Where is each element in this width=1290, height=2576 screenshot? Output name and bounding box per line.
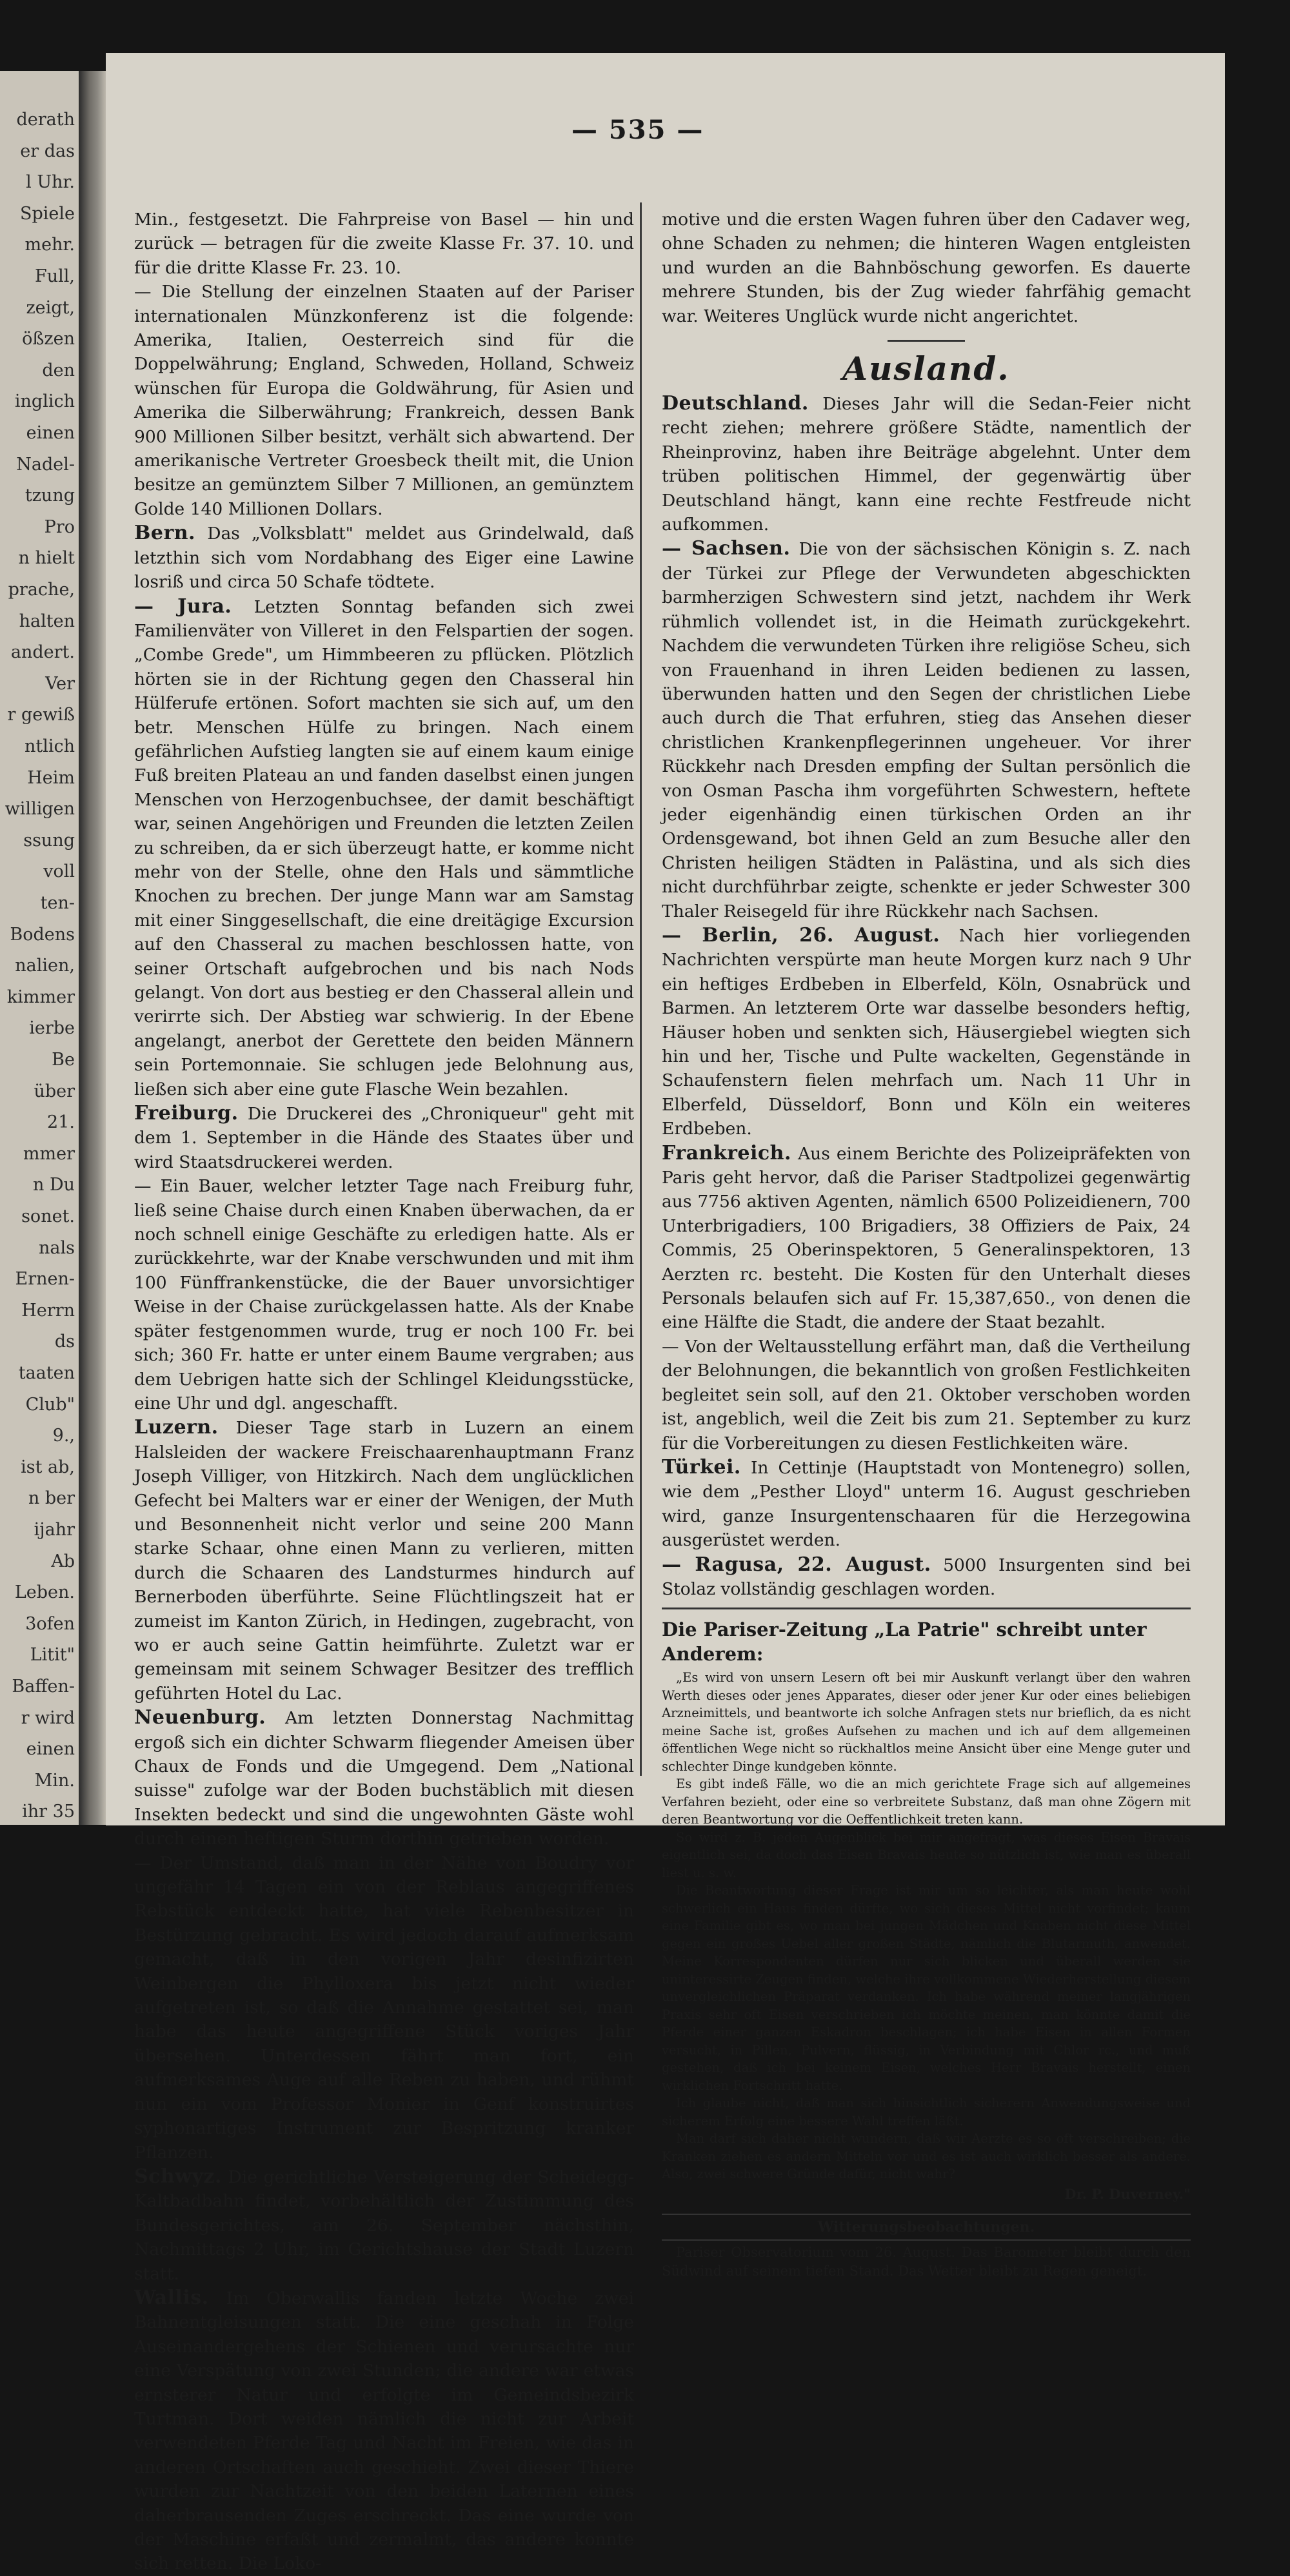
previous-page-fragment: ößzen xyxy=(22,329,75,349)
previous-page-fragment: 3ofen xyxy=(25,1613,75,1634)
article-text: Die von der sächsischen Königin s. Z. nach der Türkei zur Pflege der Verwundeten abgeschickten barmherzigen Schwestern sind jetzt, nachdem ihr Werk rühmlich vollendet ist, in die Heimath zurückgekehrt. Nachdem die verwundeten Türken ihre religiöse Scheu, sich von Frauenhand in ihren Leiden bedienen zu lassen, überwunden hatten und den Segen der christlichen Liebe auch durch die That erfuhren, stieg das Ansehen dieser christlichen Krankenpflegerinnen ungeheuer. Vor ihrer Rückkehr nach Dresden empfing der Sultan persönlich die von Osman Pascha ihm vorgeführten Schwestern, heftete jeder eigenhändig einen türkischen Orden an ihr Ordensgewand, bot ihnen Geld an zum Besuche aller den Christen heiligen Städten in Palästina, und als sich dies nicht durchführbar zeigte, schenkte er jeder Schwester 300 Thaler Reisegeld für ihre Rückkehr nach Sachsen. xyxy=(662,539,1191,921)
article-paragraph xyxy=(134,1851,634,2165)
previous-page-fragment: Bodens xyxy=(10,924,75,945)
previous-page-fragment: Spiele xyxy=(19,203,75,224)
column-right xyxy=(662,208,1191,2281)
article-text: — Der Umstand, daß man in der Nähe von Boudry vor ungefähr 14 Tagen ein von der Reblaus angegriffenes Rebstück entdeckt hatte, hat viele Rebenbesitzer in Bestürzung gebracht. Es wird jedoch darauf aufmerksam gemacht, daß in den vorigen Jahr desinfizirten Weinbergen die Phylloxera bis jetzt nicht wieder aufgetreten ist, so daß die Annahme gestattet sei, man habe das heute angegriffene Stück voriges Jahr übersehen. Unterdessen fährt man fort, ein aufmerksames Auge auf alle Reben zu haben, und rühmt nun ein vom Professor Monier in Genf konstruirtes syphonartiges Instrument zur Bespritzung kranker Pflanzen. xyxy=(134,1853,634,2163)
weather-report: Pariser Observatorium vom 26. August. Das Barometer bleibt durch den Südwind auf seinem tiefen Stand. Das Wetter bleibt zu Regen geneigt. xyxy=(662,2244,1191,2279)
previous-page-fragment: Min. xyxy=(34,1770,75,1791)
previous-page-fragment: kimmer xyxy=(6,987,75,1007)
previous-page-fragment: ds xyxy=(54,1332,75,1352)
article-paragraph xyxy=(662,1455,1191,1553)
previous-page-fragment: tzung xyxy=(25,486,75,506)
previous-page-fragment: mmer xyxy=(23,1143,75,1164)
previous-page-fragment: ihr 35 xyxy=(22,1802,75,1822)
article-text: Aus einem Berichte des Polizeipräfekten von Paris geht hervor, daß die Pariser Stadtpolizei gegenwärtig aus 7756 aktiven Agenten, nämlich 6500 Polizeidienern, 700 Unterbrigadiers, 100 Brigadiers, 38 Offiziers de Paix, 24 Commis, 25 Oberinspektoren, 5 Generalinspektoren, 13 Aerzten rc. besteht. Die Kosten für den Unterhalt dieses Personals belaufen sich auf Fr. 15,387,650., von denen die eine Hälfte die Stadt, die andere der Staat bezahlt. xyxy=(662,1143,1191,1333)
article-text: Nach hier vorliegenden Nachrichten verspürte man heute Morgen kurz nach 9 Uhr ein heftiges Erdbeben in Elberfeld, Köln, Osnabrück und Barmen. An letzterem Orte war dasselbe besonders heftig, Häuser hoben und senkten sich, Häusergiebel wiegten sich hin und her, Tische und Pulte wackelten, Gegenstände in Schaufenstern fielen mehrfach um. Nach 11 Uhr in Elberfeld, Düsseldorf, Bonn und Köln ein weiteres Erdbeben. xyxy=(662,925,1191,1139)
article-paragraph xyxy=(134,1101,634,1174)
previous-page-fragment: ist ab, xyxy=(21,1457,75,1477)
article-paragraph xyxy=(662,391,1191,536)
previous-page-edge xyxy=(0,71,79,1825)
previous-page-fragment: ierbe xyxy=(29,1018,75,1039)
article-paragraph xyxy=(662,536,1191,923)
quote-signature: Dr. P. Duverney." xyxy=(1064,2185,1191,2202)
column-divider xyxy=(640,202,642,1776)
previous-page-fragment: er das xyxy=(20,141,75,161)
previous-page-fragment: nalien, xyxy=(15,956,75,976)
page-number: — 535 — xyxy=(571,115,704,145)
article-dateline: Frankreich. xyxy=(662,1141,791,1165)
previous-page-fragment: n hielt xyxy=(18,548,75,569)
article-text: Im Oberwallis fanden letzte Woche zwei Bahnentgleisungen statt. Die eine geschah in Folge Auseinandergehens der Schienen und verursachte nur eine Verspätung von zwei Stunden; die andere war etwas ernsterer Natur und erfolgte im Gemeindsbezirk Turtman. Dort weiden nämlich die nicht zur Arbeit verwendeten Pferde Tag und Nacht im Freien, wie das in anderen Ortschaften auch geschieht. Zwei dieser Thiere wurden zur Nachtzeit von den beiden Laternen eines daherbrausenden Zuges erschreckt. Das eine wurde von der Maschine erfaßt und zermalmt, das andere konnte sich retten. Die Loko- xyxy=(134,2288,634,2574)
previous-page-fragment: Baffen- xyxy=(12,1676,75,1696)
previous-page-fragment: Leben. xyxy=(14,1582,75,1603)
article-dateline: — Jura. xyxy=(134,595,232,618)
previous-page-fragment: Ver xyxy=(45,673,75,694)
previous-page-fragment: 21. xyxy=(47,1112,75,1133)
article-paragraph xyxy=(134,595,634,1102)
previous-page-fragment: l Uhr. xyxy=(26,172,75,193)
previous-page-fragment: Heim xyxy=(27,767,75,788)
previous-page-fragment: Litit" xyxy=(30,1645,75,1666)
article-dateline: Türkei. xyxy=(662,1455,741,1479)
previous-page-fragment: Ernen- xyxy=(15,1269,75,1290)
article-dateline: Freiburg. xyxy=(134,1102,239,1125)
article-paragraph xyxy=(134,1174,634,1415)
previous-page-fragment: Be xyxy=(52,1050,75,1070)
previous-page-fragment: willigen xyxy=(5,799,75,820)
previous-page-fragment: prache, xyxy=(8,580,75,600)
article-text: Die Druckerei des „Chroniqueur" geht mit dem 1. September in die Hände des Staates über und wird Staatsdruckerei werden. xyxy=(134,1104,634,1172)
article-dateline: Bern. xyxy=(134,522,196,545)
article-dateline: — Berlin, 26. August. xyxy=(662,923,940,947)
previous-page-fragment: n Du xyxy=(32,1175,75,1195)
section-title: Ausland. xyxy=(842,349,1010,388)
previous-page-fragment: derath xyxy=(16,110,75,130)
article-text: — Die Stellung der einzelnen Staaten auf der Pariser internationalen Münzkonferenz ist die folgende: Amerika, Italien, Oesterreich sind für die Doppelwährung; England, Schweden, Holland, Schweiz wünschen für Europa die Goldwährung, für Asien und Amerika die Silberwährung; Frankreich, dessen Bank 900 Millionen Silber besitzt, verhält sich abwartend. Der amerikanische Vertreter Groesbeck theilt mit, die Union besitze an gemünztem Silber 7 Millionen, an gemünztem Golde 140 Millionen Dollars. xyxy=(134,282,634,519)
article-text: Am letzten Donnerstag Nachmittag ergoß sich ein dichter Schwarm fliegender Ameisen über Chaux de Fonds und die Umgegend. Dem „National suisse" zufolge war der Boden buchstäblich mit diesen Insekten bedeckt und sind die ungewohnten Gäste wohl durch einen heftigen Sturm dorthin getrieben worden. xyxy=(134,1708,634,1849)
section-divider xyxy=(888,340,965,342)
article-paragraph xyxy=(134,1415,634,1706)
article-paragraph xyxy=(662,923,1191,1141)
article-dateline: — Ragusa, 22. August. xyxy=(662,1553,931,1576)
article-dateline: Deutschland. xyxy=(662,392,809,415)
article-paragraph xyxy=(662,208,1191,328)
previous-page-fragment: n ber xyxy=(28,1488,75,1509)
article-text: Dieser Tage starb in Luzern an einem Halsleiden der wackere Freischaarenhauptmann Franz Joseph Villiger, von Hitzkirch. Nach dem unglücklichen Gefecht bei Malters war er einer der Wenigen, der Muth und Besonnenheit nicht verlor und seine 200 Mann starke Schaar, ohne einen Mann zu verlieren, mitten durch die Schaaren des Landsturmes hindurch auf Bernerboden überführte. Seine Flüchtlingszeit hat er zumeist im Kanton Zürich, in Hedingen, zugebracht, von wo er auch seine Gattin heimführte. Zuletzt war er gemeinsam mit seinem Schwager Besitzer des trefflich geführten Hotel du Lac. xyxy=(134,1418,634,1704)
previous-page-fragment: r wird xyxy=(21,1707,75,1728)
previous-page-fragment: ten- xyxy=(40,893,75,913)
article-dateline: Luzern. xyxy=(134,1416,219,1439)
previous-page-fragment: Club" xyxy=(25,1394,75,1415)
article-text: — Ein Bauer, welcher letzter Tage nach Freiburg fuhr, ließ seine Chaise durch einen Knaben überwachen, da er noch schnell einige Geschäfte zu erledigen hatte. Als er zurückkehrte, war der Knabe verschwunden und mit ihm 100 Fünffrankenstücke, die der Bauer unvorsichtiger Weise in der Chaise zurückgelassen hatte. Als der Knabe später festgenommen wurde, trug er noch 100 Fr. bei sich; 360 Fr. hatte er unter einem Baume vergraben; aus dem Uebrigen hatte sich der Schlingel Kleidungsstücke, eine Uhr und dgl. angeschafft. xyxy=(134,1176,634,1413)
article-paragraph xyxy=(134,2165,634,2286)
quote-paragraph: Es gibt indeß Fälle, wo die an mich gerichtete Frage sich auf allgemeines Verfahren bezieht, oder eine so verbreitete Substanz, daß man ohne Zögern mit deren Beantwortung vor die Oeffentlichkeit treten kann. xyxy=(662,1776,1191,1827)
quote-paragraph: „Es wird von unsern Lesern oft bei mir Auskunft verlangt über den wahren Werth dieses oder jenes Apparates, dieser oder jener Kur oder eines beliebigen Arzneimittels, und beantworte ich solche Anfragen stets nur brieflich, da es nicht meine Sache ist, großes Aufsehen zu machen und ich auf dem allgemeinen öffentlichen Wege nicht so rückhaltlos meine Ansicht über eine Menge guter und schlechter Dinge kundgeben könnte. xyxy=(662,1670,1191,1774)
article-text: In Cettinje (Hauptstadt von Montenegro) sollen, wie dem „Pesther Lloyd" unterm 16. August geschrieben wird, ganze Insurgentenschaaren für die Herzegowina ausgerüstet werden. xyxy=(662,1457,1191,1551)
previous-page-fragment: taaten xyxy=(18,1363,75,1383)
previous-page-fragment: einen xyxy=(26,1739,75,1760)
article-text: motive und die ersten Wagen fuhren über den Cadaver weg, ohne Schaden zu nehmen; die hinteren Wagen entgleisten und wurden an die Bahnböschung geworfen. Es dauerte mehrere Stunden, bis der Zug wieder fahrfähig gemacht war. Weiteres Unglück wurde nicht angerichtet. xyxy=(662,210,1191,326)
article-text: Das „Volksblatt" meldet aus Grindelwald, daß letzthin sich vom Nordabhang des Eiger eine Lawine losriß und circa 50 Schafe tödtete. xyxy=(134,524,634,593)
previous-page-fragment: halten xyxy=(19,611,75,631)
article-paragraph xyxy=(662,1141,1191,1335)
previous-page-fragment: ssung xyxy=(23,830,75,850)
article-text: Letzten Sonntag befanden sich zwei Familienväter von Villeret in den Felspartien der sogen. „Combe Grede", um Himmbeeren zu pflücken. Plötzlich hörten sie in der Richtung gegen den Chasseral hin Hülferufe ertönen. Sofort machten sie sich auf, um den betr. Menschen Hülfe zu bringen. Nach einem gefährlichen Aufstieg langten sie auf einem kaum einige Fuß breiten Plateau an und fanden daselbst einen jungen Menschen von Herzogenbuchsee, der damit beschäftigt war, seinen Angehörigen und Freunden die letzten Zeilen zu schreiben, da er sich überzeugt hatte, er komme nicht mehr von der Stelle, ohne den Hals und sämmtliche Knochen zu brechen. Der junge Mann war am Samstag mit einer Singgesellschaft, die eine dreitägige Excursion auf den Chasseral zu machen beschlossen hatte, von seiner Ortschaft aufgebrochen und bis nach Nods gelangt. Von dort aus bestieg er den Chasseral allein und verirrte sich. Der Abstieg war schwierig. In der Ebene angelangt, anerbot der Gerettete den beiden Männern sein Portemonnaie. Sie schlugen jede Belohnung aus, ließen sich aber eine gute Flasche Wein bezahlen. xyxy=(134,596,634,1099)
previous-page-fragment: sonet. xyxy=(21,1206,75,1226)
previous-page-fragment: Nadel- xyxy=(16,454,75,475)
previous-page-fragment: mehr. xyxy=(25,235,75,255)
previous-page-fragment: andert. xyxy=(10,642,75,663)
article-text: — Von der Weltausstellung erfährt man, daß die Vertheilung der Belohnungen, die bekanntlich von großen Festlichkeiten begleitet sein soll, auf den 21. Oktober verschoben worden ist, angeblich, weil die Zeit bis zum 21. September zu kurz für die Vorbereitungen zu diesen Festlichkeiten wäre. xyxy=(662,1336,1191,1453)
previous-page-fragment: voll xyxy=(43,861,75,882)
article-dateline: Schwyz. xyxy=(134,2165,222,2188)
article-dateline: — Sachsen. xyxy=(662,537,791,560)
previous-page-fragment: Pro xyxy=(44,516,75,537)
article-dateline: Wallis. xyxy=(134,2286,209,2309)
previous-page-fragment: Ab xyxy=(51,1551,75,1571)
article-paragraph xyxy=(134,208,634,280)
book-gutter xyxy=(79,71,106,1825)
article-text: 5000 Insurgenten sind bei Stolaz vollständig geschlagen worden. xyxy=(662,1555,1191,1599)
previous-page-fragment: den xyxy=(42,360,75,380)
column-left xyxy=(134,208,634,2576)
previous-page-fragment: einen xyxy=(26,423,75,443)
article-text: Dieses Jahr will die Sedan-Feier nicht recht ziehen; mehrere größere Städte, namentlich der Rheinprovinz, haben ihre Beiträge abgelehnt. Unter dem trüben politischen Himmel, der gegenwärtig über Deutschland hängt, kann eine rechte Festfreude nicht aufkommen. xyxy=(662,394,1191,535)
previous-page-fragment: Herrn xyxy=(21,1300,75,1321)
previous-page-fragment: ijahr xyxy=(34,1520,75,1540)
article-paragraph xyxy=(134,280,634,521)
article-text: Die gerichtliche Versteigerung der Scheidegg-Kaltbadbahn findet, vorbehältlich der Zustimmung des Bundesgerichtes, am 26. September nächsthin, Nachmittags 2 Uhr, im Gerichtshause der Stadt Luzern statt. xyxy=(134,2167,634,2284)
quote-paragraph: So wird z. B. jeden Augenblick bei mir angefragt, was dieses Eisen Bravais eigentlich sei, da doch das Eisen Bravais heute so nützlich ist, wie man es überall liest u. s. w. xyxy=(662,1829,1191,1880)
previous-page-fragment: über xyxy=(34,1081,75,1101)
previous-page-fragment: inglich xyxy=(14,391,75,412)
article-text: Min., festgesetzt. Die Fahrpreise von Basel — hin und zurück — betragen für die zweite Klasse Fr. 37. 10. und für die dritte Klasse Fr. 23. 10. xyxy=(134,210,634,278)
article-paragraph xyxy=(134,1706,634,1851)
article-paragraph xyxy=(662,1553,1191,1602)
article-paragraph xyxy=(662,1335,1191,1455)
article-dateline: Neuenburg. xyxy=(134,1706,266,1729)
quote-divider xyxy=(662,1608,1191,1609)
newspaper-page xyxy=(106,53,1225,2574)
previous-page-fragment: zeigt, xyxy=(26,297,75,318)
quote-paragraph: Ich glaube nicht, daß man sich hinsichtlich sicherern Anwendungsweise und sicherem Erfolg eine bessere Wahl treffen läßt. xyxy=(662,2096,1191,2129)
weather-heading: Witterungsbeobachtungen. xyxy=(662,2214,1191,2241)
previous-page-fragment: r gewiß xyxy=(7,705,75,725)
quote-heading: Die Pariser-Zeitung „La Patrie" schreibt unter Anderem: xyxy=(662,1618,1147,1666)
quote-paragraph: Die Beantwortung dieser Frage ist mir um so leichter, als man heute wohl schwerlich ein Haus finden dürfte, wo sich dieses Mittel nicht vorfindet; kaum eine Familie gibt es, wo man bei jungen Mädchen und Knaben nicht diese Mittel gegen ein großes Uebel aller großen Städte, nämlich die Blutarmuth, anwendet. Meine Korrespondenten dürfen nur sich blicken und überall werden sie uninteressirte Zeugen finden, welche ihre vollkommene Wiederherstellung diesem unvergleichlichen Präparat verdanken. Ich habe während meiner langjährigen Praxis sehr oft Eisen verschrieben ich möchte meinen, man könnte damit die Pferde einer ganzen Eskadron beschlagen; ich habe Eisen in allen Formen versucht, in Pillen, Pulvern, flüssig, in Verbindung mit Chlor rc., und muß gestehen, daß ich bei keinem Eisen, welches Herr Bravais herstellt, einen wirklichen Fortschritt hatte. xyxy=(662,1883,1191,2093)
article-paragraph xyxy=(134,521,634,594)
previous-page-fragment: ntlich xyxy=(24,736,75,756)
previous-page-fragment: nals xyxy=(39,1237,75,1258)
quote-paragraph: Man darf sich daher nicht wundern, daß wir Aerzte es so oft verschreiben; die Kranken ziehen es andern Mitteln vor und es ist auch wirklich besser als andere. Also, zwei schwere Gründe dafür, nicht wahr? xyxy=(662,2131,1191,2182)
previous-page-fragment: 9., xyxy=(52,1426,75,1446)
previous-page-fragment: Full, xyxy=(35,266,75,286)
article-paragraph xyxy=(134,2286,634,2576)
